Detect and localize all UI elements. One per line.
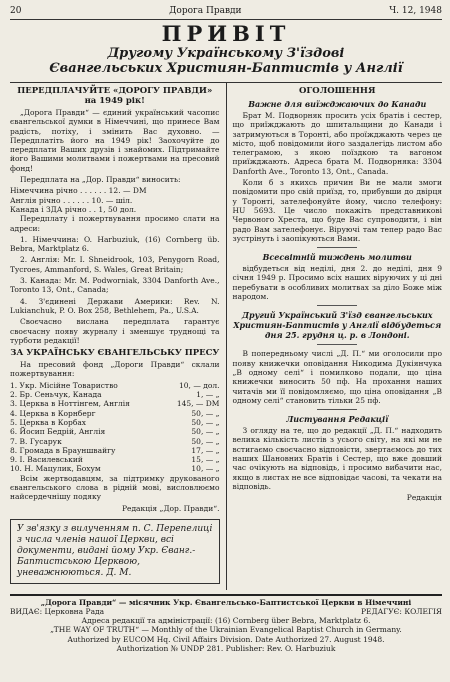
subscribe-text: „Дорога Правди“ — єдиний український часопис євангельської думки в Німеччині, що принесе Вам радість, потіху, і змінить Вас духовно. — Передплатіть його на 1949 рік! Заохочуйте до передплати Ваших друзів і знайомих. Підтримайте його Вашими молитвами і пожертвами на пресовий фонд! [10, 108, 220, 173]
page-header [10, 6, 442, 20]
donor-name: 5. Церква в Корбах [10, 417, 87, 427]
donation-row [10, 437, 220, 446]
footer-english-2: Authorized by EUCOM Hq. Civil Affairs Division. Date Authorized 27. August 1948. [67, 634, 385, 644]
footer-title: „Дорога Правди“ — місячник Укр. Євангельсько-Баптистської Церкви в Німеччині [40, 597, 412, 607]
price-item: Англія річно . . . . . . 10. — шіл. [10, 195, 133, 205]
announcements-heading: ОГОЛОШЕННЯ [299, 86, 376, 96]
divider [317, 344, 357, 345]
press-fund-heading: ЗА УКРАЇНСЬКУ ЄВАНГЕЛЬСЬКУ ПРЕСУ [10, 348, 220, 359]
right-column [227, 83, 443, 590]
divider [317, 305, 357, 306]
donor-name: 10. Н. Мацулик, Бохум [10, 464, 101, 474]
donation-row [10, 464, 220, 473]
two-columns [10, 82, 442, 590]
donor-name: 7. В. Гусарук [10, 436, 62, 446]
donation-amount: 50, — „ [191, 436, 220, 446]
donation-amount: 1, — „ [196, 390, 220, 400]
correspondence-text: З огляду на те, що до редакції „Д. П.“ надходить велика кількість листів з усього світу, на які ми не встигаємо своєчасно відповісти, звертаємось до тих наших Шановних Братів і Сестер, що вже довший час очікують на відповідь, і просимо вибачити нас, якщо в листах не все відповідає часові, та чекати на відповідь. [232, 426, 442, 491]
donor-name: 4. Церква в Корнберг [10, 408, 96, 418]
issue-number: Ч. 12, 1948 [389, 6, 442, 16]
donation-amount: 50, — „ [191, 408, 220, 418]
donation-row [10, 455, 220, 464]
publisher: ВИДАЄ: Церковна Рада [10, 607, 105, 617]
correction-text: В попередньому числі „Д. П.“ ми оголосили про появу книжечки оповідання Никодима Дукіянчука „В одному селі“ і помилково подали, що ціна книжечки виносить 50 пф. На прохання наших читачів ми її повідомляємо, що ціна оповідання „В одному селі“ становить тільки 25 пф. [232, 349, 442, 405]
address-item: 1. Німеччина: O. Harbuziuk, (16) Cornberg üb. Bebra, Marktplatz 6. [10, 234, 220, 254]
prayer-week-heading: Всесвітній тиждень молитви [262, 252, 412, 263]
donor-name: 8. Громада в Брауншвайгу [10, 445, 116, 455]
donation-amount: 50, — „ [191, 417, 220, 427]
donation-row [10, 399, 220, 408]
editorial-signature: Редакція „Дор. Правди“. [121, 503, 220, 513]
left-column [10, 83, 227, 590]
editor: РЕДАГУЄ: КОЛЕГІЯ [360, 607, 442, 617]
donation-row [10, 381, 220, 390]
donor-name: 3. Церква в Ноттінгем, Англія [10, 399, 130, 409]
divider [317, 409, 357, 410]
price-item: Канада і ЗДА річно . . 1, 50 дол. [10, 204, 137, 214]
footer-address: Адреса редакції та адміністрації: (16) Cornberg über Bebra, Marktplatz 6. [81, 616, 371, 626]
canada-heading: Важне для виїжджаючих до Канади [248, 99, 427, 109]
donation-amount: 10, — „ [191, 464, 220, 474]
subscription-label: Передплата на „Дор. Правди“ виносить: [20, 175, 181, 185]
donation-row [10, 409, 220, 418]
right-signature: Редакція [406, 493, 442, 503]
subscription-note: Своєчасно вислана передплата гарантує своєчасну появу журналу і зменшує труднощі та турботи редакції! [10, 317, 220, 345]
greeting-subtitle-2: Євангельських Християн-Баптистів у Англії [49, 61, 403, 76]
divider [317, 247, 357, 248]
donor-name: 2. Бр. Сеньчук, Канада [10, 390, 102, 400]
congress-heading: Другий Український З'їзд євангельських Християн-Баптистів у Англії відбудеться дня 25. грудня ц. р. в Лондоні. [233, 310, 442, 341]
price-list [10, 186, 220, 214]
donation-row [10, 446, 220, 455]
press-fund-intro: На пресовий фонд „Дороги Правди“ склали пожертвування: [10, 360, 220, 379]
subscribe-heading: ПЕРЕДПЛАЧУЙТЕ «ДОРОГУ ПРАВДИ» на 1949 рік! [17, 86, 213, 106]
footer [10, 594, 442, 653]
donor-name: 6. Йосип Бедрій, Англія [10, 427, 106, 437]
donor-name: 9. І. Василевський [10, 455, 83, 465]
address-item: 2. Англія: Mr. I. Shneidrook, 103, Penygorn Road, Tycroes, Ammanford, S. Wales, Great Britain; [10, 255, 220, 274]
donation-row [10, 390, 220, 399]
correspondence-heading: Листування Редакції [286, 414, 389, 425]
footer-english-1: „THE WAY OF TRUTH“ — Monthly of the Ukrainian Evangelical Baptist Church in Germany. [50, 625, 402, 635]
canada-text-1: Брат М. Подворняк просить усіх братів і сестер, що приїжджають до шпитальщини до Канади і затримуються в Торонті, або проїжджають через це місто, щоб повідомили його заздалегідь листом або телеграмою, з якою поїздкою та вагоном приїжджають. Адреса брата М. Подворняка: 3304 Danforth Ave., Toronto 13, Ont., Canada. [232, 111, 442, 176]
thanks-text: Всім жертводавцям, за підтримку друкованого євангельського слова в рідній мові, висловлюємо найсердечнішу подяку [10, 473, 220, 502]
prayer-week-text: відбудеться від неділі, дня 2. до неділі, дня 9 січня 1949 р. Просимо всіх наших віруючих у ці дні перебувати в особливих молитвах за діло Боже між народом. [232, 264, 442, 302]
donation-amount: 145, — DM [176, 399, 220, 409]
address-item: 4. З'єдинені Держави Америки: Rev. N. Lukianchuk, P. O. Box 258, Bethlehem, Pa., U.S.A. [10, 296, 220, 315]
donations-list [10, 381, 220, 474]
donor-name: 1. Укр. Місійне Товариство [10, 380, 118, 390]
donation-row [10, 427, 220, 436]
footer-credits [10, 607, 442, 616]
notice-box: У зв'язку з вилученням п. С. Перепелиці з числа членів нашої Церкви, всі документи, видані йому Укр. Єванг.-Баптистською Церквою, уневажнюються. Д. М. [10, 519, 220, 584]
donation-amount: 15, — „ [191, 455, 220, 465]
greeting-subtitle-1: Другому Українському З'їздові [107, 46, 345, 61]
donation-amount: 10, — дол. [179, 380, 220, 390]
canada-text-2: Коли б з якихсь причин Ви не мали змоги повідомити про свій приїзд, то, прибувши до двірця у Торонті, зателефонуйте йому, число телефону: HU 5693. Це число покажіть представникові Червоного Хреста, що буде Вас супроводити, і він радо Вам зателефонує. Віруючі там тепер радо Вас зустрінуть і заопікуються Вами. [232, 178, 442, 243]
address-intro: Передплату і пожертвування просимо слати на адреси: [10, 214, 220, 233]
price-item: Німеччина річно . . . . . . 12. — DM [10, 186, 147, 196]
donation-row [10, 418, 220, 427]
donation-amount: 50, — „ [191, 427, 220, 437]
donation-amount: 17, — „ [191, 445, 220, 455]
journal-name: Дорога Правди [169, 6, 242, 16]
footer-english-3: Authorization № UNDP 281. Publisher: Rev. O. Harbuziuk [116, 643, 336, 653]
page-number: 20 [10, 6, 22, 16]
magazine-page [10, 6, 442, 672]
greeting-title: ПРИВІТ [161, 21, 291, 46]
address-item: 3. Канада: Mr. M. Podworniak, 3304 Danforth Ave., Toronto 13, Ont., Canada; [10, 276, 220, 295]
